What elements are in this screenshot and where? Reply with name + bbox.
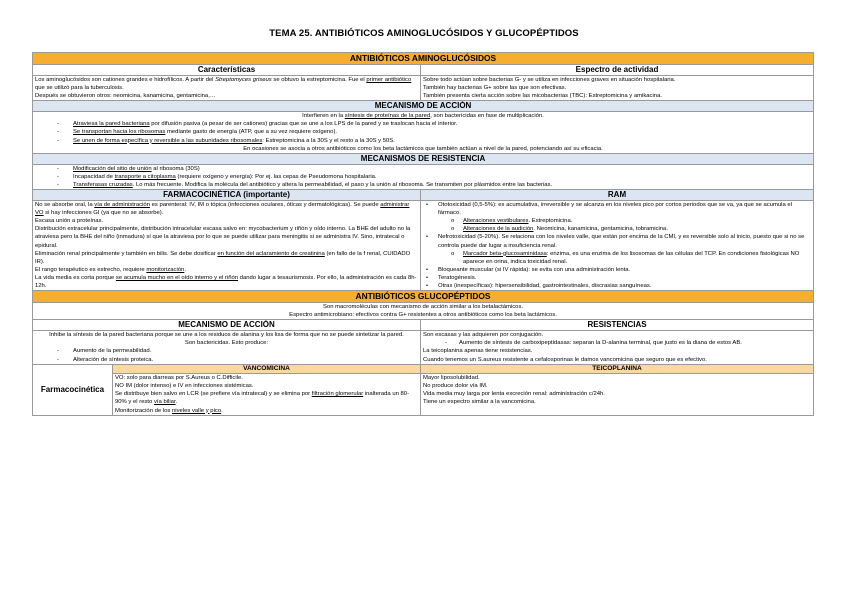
list-item (423, 217, 811, 225)
list-item (35, 137, 811, 145)
highlight: vía de administración (94, 202, 150, 209)
characteristics-paragraph (35, 76, 418, 92)
text: por difusión pasiva (a pesar de ser cationes) gracias que se une a los LPS de la pared y se traslocan hacia el interior. (149, 121, 458, 128)
text: : Estreptomicina a la 30S y el resto a la 30S y 50S. (262, 137, 395, 144)
gluco-mechanism-text: Inhibe la síntesis de la pared bacteriana porque se une a los residuos de alanina y los lisa de forma que no se puede sintetizar la pared. Son bactericidas. Esto produce: (49, 332, 404, 347)
mechanism-list (35, 120, 811, 144)
document-title: TEMA 25. ANTIBIÓTICOS AMINOGLUCÓSIDOS Y GLUCOPÉPTIDOS (269, 28, 579, 39)
teicoplanin-header: TEICOPLANINA (421, 364, 814, 374)
vancomycin-cell (113, 374, 421, 415)
text: . Estreptomicina. (528, 218, 573, 225)
highlight: Marcador beta-glucosaminidasa (463, 250, 547, 257)
list-item: • Otras (inespecíficas): hipersensibilidad, gastrointestinales, discrasias sanguíneas. (423, 282, 811, 290)
pharmacokinetics-row-label: Farmacocinética (33, 364, 113, 415)
highlight: niveles valle y pico (171, 407, 222, 414)
pk-line (35, 250, 418, 266)
gluco-mechanism-cell (33, 331, 421, 364)
mechanism-cell (33, 112, 814, 153)
list-item (35, 128, 811, 136)
ram-list (423, 201, 811, 290)
intro-line: Espectro antimicrobiano: efectivos contra G+ resistentes a otros antibióticos como los beta lactámicos. (289, 312, 557, 319)
highlight: transporte a citoplasma (114, 173, 176, 180)
ram-header: RAM (421, 190, 814, 201)
highlight: vía biliar (153, 399, 176, 406)
list-item: - Aumento de la permeabilidad. (35, 347, 418, 355)
text: Incapacidad de (73, 173, 115, 180)
spectrum-line: También presenta cierta acción sobre las micobacterias (TBC): Estreptomicina y amikacina. (423, 93, 662, 100)
text: . (184, 266, 186, 273)
text: (en fallo de la f renal, CUIDADO IR). (35, 250, 411, 265)
pk-line (35, 266, 418, 274)
aminoglycosides-header: ANTIBIÓTICOS AMINOGLUCÓSIDOS (33, 53, 814, 65)
highlight: administrar VO (35, 202, 410, 217)
characteristics-heading: Características (33, 65, 421, 76)
gluco-mechanism-list (35, 347, 418, 363)
text: si hay infecciones GI (ya que no se absorbe). (43, 210, 164, 217)
mechanism-header: MECANISMO DE ACCIÓN (33, 101, 814, 112)
teico-line: No produce dolor vía IM. (423, 383, 488, 390)
list-item (423, 225, 811, 233)
text: que se utilizó para la tuberculosis. (35, 85, 124, 92)
vancomycin-header: VANCOMICINA (113, 364, 421, 374)
ram-cell (421, 201, 814, 291)
highlight: se acumula mucho en el oído interno y el riñón (115, 274, 239, 281)
spectrum-line: Sobre todo actúan sobre bacterias G- y se utiliza en infecciones graves en situación hospitalaria. (423, 77, 676, 83)
list-item: • Nefrotoxicidad (5-20%). Se relaciona con los niveles valle, que están por encima de la CMI, y es reversible solo al inicio, puesto que si no se controla puede dar lugar a insuficiencia renal. (423, 233, 811, 249)
pk-line: Distribución extracelular principalmente, distribución intracelular escasa salvo en: mycobacterium y riñón y oído interno. La BHE del adulto no la atraviesa pero la BHE del niño (inmadura) sí que la atraviesa por lo que se puede utilizar para meningitis si se administra IV. Sino, intratecal o epidural. (35, 226, 411, 249)
teicoplanin-cell (421, 374, 814, 415)
highlight: Atraviesa la pared bacteriana (73, 121, 150, 128)
text: Eliminación renal principalmente y también en bilis. Se debe dosificar (35, 250, 218, 257)
vanco-line: NO IM (dolor intenso) e IV en infecciones sistémicas. (115, 383, 254, 390)
gluco-mechanism-heading: MECANISMO DE ACCIÓN (33, 320, 421, 331)
highlight: Se transportan hacia los ribosomas (73, 129, 166, 136)
text: , son bactericidas en fase de multiplicación. (430, 113, 544, 120)
text: . (175, 399, 178, 406)
gluco-resistance-heading: RESISTENCIAS (421, 320, 814, 331)
teico-line: Mayor liposolubilidad. (423, 375, 480, 382)
highlight: síntesis de proteínas de la pared (344, 113, 431, 120)
mechanism-note: En ocasiones se asocia a otros antibióticos como los beta lactámicos que también actúan a nivel de la pared, potenciando así su eficacia. (243, 145, 603, 152)
text: Se distribuye bien salvo en LCR (se prefiere vía intratecal) y se elimina por (115, 391, 312, 398)
resistance-list (35, 165, 811, 189)
summary-table-container (32, 52, 813, 416)
pk-line (35, 201, 418, 217)
list-item (35, 181, 811, 189)
text: . Neomicina, kanamicina, gentamicina, tobramicina. (533, 226, 668, 233)
list-item: - Alteración de síntesis proteica. (35, 356, 418, 364)
summary-table (32, 52, 814, 416)
list-item (423, 250, 811, 266)
characteristics-others: Después se obtuvieron otros: neomicina, kanamicina, gentamicina,… (35, 93, 216, 100)
text: inalterada un 80-90% y el resto (115, 391, 410, 406)
text: La vida media es corta porque (35, 274, 116, 281)
gluco-resistance-list (423, 339, 811, 347)
text: : enzima, es una enzima de los lisosomas de las células del TCP. En condiciones fisiológicas NO aparece en orina, indica toxicidad renal. (463, 250, 800, 265)
list-item: • Ototoxicidad (0,5-5%): es acumulativa, irreversible y se alcanza en los niveles pico por cortos periodos que se va, ya que se acumula el fármaco. (423, 201, 811, 217)
text: Monitorización de los (115, 407, 172, 414)
characteristics-cell (33, 76, 421, 101)
highlight: Alteraciones vestibulares (463, 218, 529, 225)
text: No se absorbe oral, la (35, 202, 95, 209)
vanco-line: VO: solo para diarreas por S.Aureus o C.Difficile. (115, 375, 243, 382)
text: . Lo más frecuente. Modifica la molécula del antibiótico y altera la permeabilidad, el paso y la unión al ribosoma. Se transmiten por plásmidos entre las bacterias. (132, 181, 553, 188)
list-item (35, 173, 811, 181)
species-name: Streptomyces griseus (215, 77, 272, 83)
text: El rango terapéutico es estrecho, requiere (35, 266, 147, 273)
highlight: Se unen de forma específica y reversible a las subunidades ribosomales (73, 137, 263, 144)
text: se obtuvo la estreptomicina. Fue el (271, 77, 367, 83)
highlight: Transferasas cruzadas (73, 181, 133, 188)
pk-line: Escasa unión a proteínas. (35, 218, 104, 225)
spectrum-line: También hay bacterias G+ sobre las que son efectivas. (423, 85, 567, 92)
pharmacokinetics-cell (33, 201, 421, 291)
list-item: - Aumento de síntesis de carboxipeptidasas: separan la D-alanina terminal, que justo es la diana de estos AB. (423, 339, 811, 347)
resistance-line: La teicoplanina apenas tiene resistencias. (423, 348, 533, 355)
teico-line: Tiene un espectro similar a la vancomicina. (423, 399, 536, 406)
highlight: en función del aclaramiento de creatinina (217, 250, 325, 257)
vanco-line (115, 407, 418, 415)
resistance-line: Cuando tenemos un S.aureus resistente a cefalosporinas le damos vancomicina que seguro que es efectivo. (423, 356, 707, 363)
text: (requiere oxígeno y energía): Por ej. las cepas de Pseudomona hospitalaria. (175, 173, 377, 180)
text: dando lugar a tesaurismosis. Por ello, la administración es cada 8h-12h. (35, 274, 417, 289)
pk-line (35, 274, 418, 290)
text: . (221, 407, 223, 414)
glycopeptides-intro (33, 303, 814, 320)
resistance-cell (33, 164, 814, 189)
list-item (35, 165, 811, 173)
pharmacokinetics-header: FARMACOCINÉTICA (importante) (33, 190, 421, 201)
list-item (35, 120, 811, 128)
spectrum-heading: Espectro de actividad (421, 65, 814, 76)
gluco-resistance-cell (421, 331, 814, 364)
resistance-line: Son escasas y las adquieren por conjugación. (423, 332, 544, 339)
glycopeptides-header: ANTIBIÓTICOS GLUCOPÉPTIDOS (33, 291, 814, 303)
highlight: Modificación del sitio de unión (73, 165, 152, 172)
text: al ribosoma (30S) (151, 165, 200, 172)
highlight: primer antibiótico (366, 77, 412, 83)
highlight: Alteraciones de la audición (463, 226, 534, 233)
vanco-line (115, 390, 418, 406)
text: es parenteral: IV, IM o tópica (infecciones oculares, óticas y dermatológicas). Se puede (149, 202, 381, 209)
spectrum-cell (421, 76, 814, 101)
list-item: • Bloqueante muscular (si IV rápida): se evita con una administración lenta. (423, 266, 811, 274)
intro-line: Son macromoléculas con mecanismo de acción similar a los betalactámicos. (322, 304, 524, 311)
text: mediante gasto de energía (ATP, que a su vez requiere oxígeno). (165, 129, 338, 136)
highlight: filtración glomerular (311, 391, 364, 398)
text: Los aminoglucósidos son cationes grandes e hidrofílicos. A partir del (35, 77, 216, 83)
text: Interfieren en la (302, 113, 345, 120)
mechanism-intro (35, 112, 811, 120)
resistance-header: MECANISMOS DE RESISTENCIA (33, 153, 814, 164)
list-item: • Teratogénesis. (423, 274, 811, 282)
teico-line: Vida media muy larga por lenta excreción renal: administración c/24h. (423, 391, 605, 398)
highlight: monitorización (146, 266, 185, 273)
